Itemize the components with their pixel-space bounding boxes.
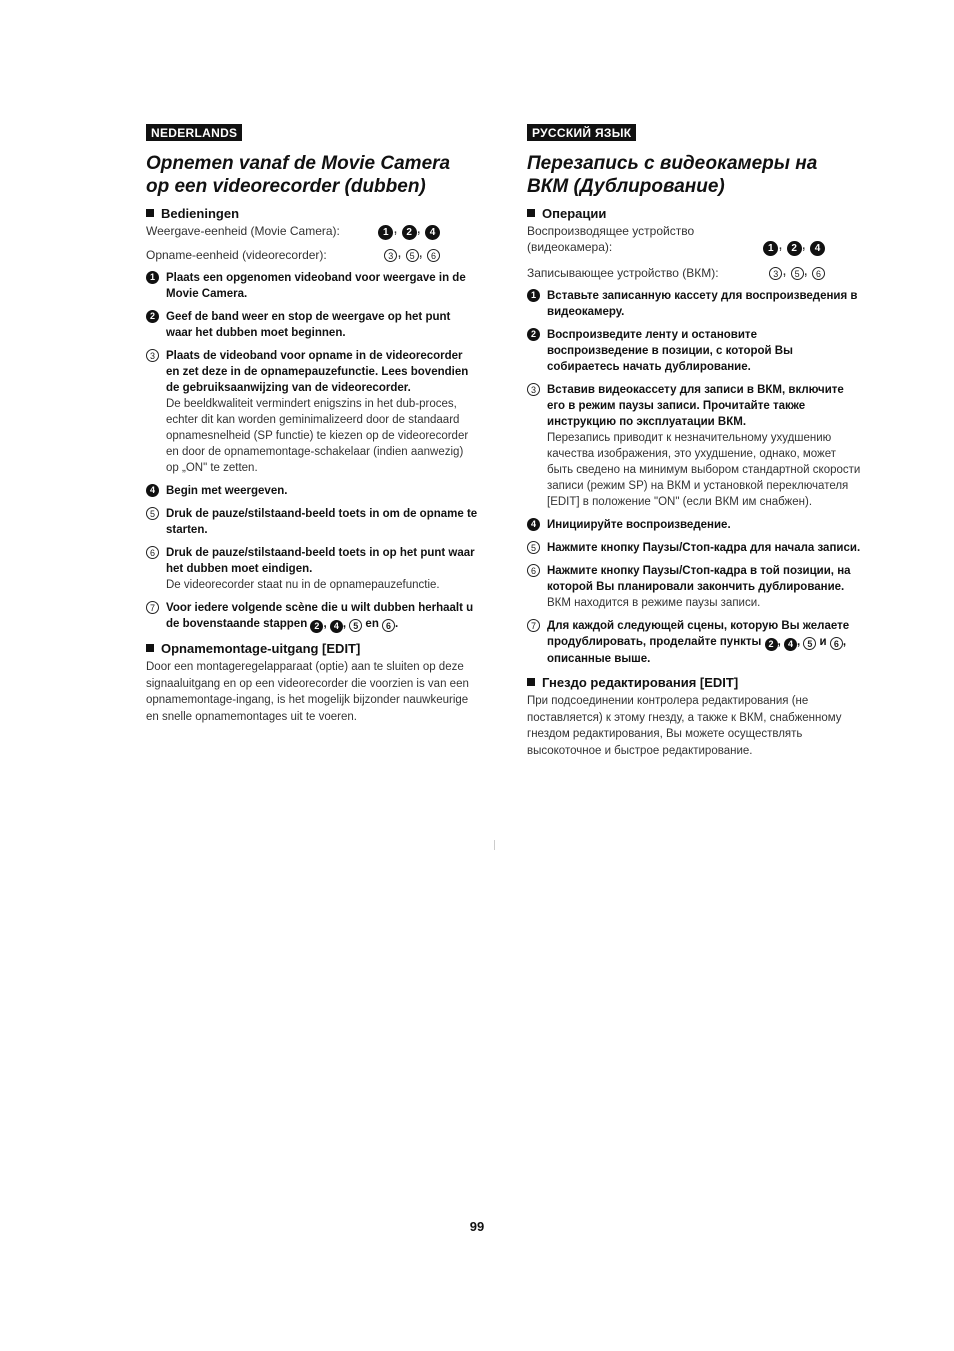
step-refs: 3 , 5 , 6	[384, 245, 440, 262]
section-heading	[527, 206, 861, 222]
step-4: 4 Инициируйте воспроизведение.	[527, 517, 861, 533]
step-5: 5 Druk de pauze/stilstaand-beeld toets in om de opname te starten.	[146, 506, 478, 538]
row-label: Воспроизводящее устройство (видеокамера):	[527, 224, 695, 254]
page-number: 99	[469, 1219, 485, 1234]
step-5: 5 Нажмите кнопку Паузы/Стоп-кадра для начала записи.	[527, 540, 861, 556]
step-7: 7 Для каждой следующей сцены, которую Вы желаете продублировать, проделайте пункты 2 , 4 , 5 и 6 , описанные выше.	[527, 618, 861, 667]
section-heading-text: Операции	[542, 206, 607, 221]
step-7: 7 Voor iedere volgende scène die u wilt dubben herhaalt u de bovenstaande stappen 2 , 4 , 5 en 6 .	[146, 600, 478, 633]
step-refs: 1 , 2 , 4	[378, 221, 440, 240]
step-2: 2 Geef de band weer en stop de weergave op het punt waar het dubben moet beginnen.	[146, 309, 478, 341]
record-unit-row	[527, 262, 861, 281]
section-heading-text: Bedieningen	[161, 206, 240, 221]
step-refs: 3 , 5 , 6	[769, 263, 825, 280]
step-6: 6 Druk de pauze/stilstaand-beeld toets in op het punt waar het dubben moet eindigen. De videorecorder staat nu in de opnamepauzefunctie.	[146, 545, 478, 593]
step-2: 2 Воспроизведите ленту и остановите воспроизведение в позиции, с которой Вы собираетесь начать дублирование.	[527, 327, 861, 375]
page-title: Opnemen vanaf de Movie Camera op een videorecorder (dubben)	[146, 153, 451, 197]
section-heading	[146, 206, 478, 222]
russian-column	[527, 124, 861, 759]
language-tag: NEDERLANDS	[146, 124, 242, 141]
page-title: Перезапись с видеокамеры на ВКМ (Дублирование)	[527, 153, 818, 197]
section-paragraph: Door een montageregelapparaat (optie) aan te sluiten op deze signaaluitgang en op een videorecorder die voorzien is van een opnamemontage-ingang, is het mogelijk bijzonder nauwkeurige en snelle opnamemontages uit te voeren.	[146, 661, 469, 723]
section-heading-text: Гнездо редактирования [EDIT]	[542, 675, 739, 690]
step-6: 6 Нажмите кнопку Паузы/Стоп-кадра в той позиции, на которой Вы планировали закончить дублирование. ВКМ находится в режиме паузы записи.	[527, 563, 861, 611]
column-divider	[494, 840, 495, 850]
language-tag: РУССКИЙ ЯЗЫК	[527, 124, 636, 141]
row-label: Opname-eenheid (videorecorder):	[146, 248, 327, 262]
row-label: Weergave-eenheid (Movie Camera):	[146, 224, 340, 238]
dutch-column	[146, 124, 478, 725]
playback-unit-row	[146, 220, 478, 239]
step-refs: 1 , 2 , 4	[763, 237, 825, 256]
section-heading-text: Opnamemontage-uitgang [EDIT]	[161, 641, 361, 656]
step-1: 1 Вставьте записанную кассету для воспроизведения в видеокамеру.	[527, 288, 861, 320]
record-unit-row	[146, 244, 478, 263]
playback-unit-row	[527, 223, 861, 255]
row-label: Записывающее устройство (ВКМ):	[527, 266, 719, 280]
section-heading	[527, 675, 861, 691]
step-3: 3 Вставив видеокассету для записи в ВКМ, включите его в режим паузы записи. Прочитайте также инструкцию по эксплуатации ВКМ. Перезапись приводит к незначительному ухудшению качества изображения, это ухудшение, однако, может быть сведено на минимум выбором стандартной скорости записи (режим SP) на ВКМ и установкой переключателя [EDIT] в положение "ON" (если ВКМ им снабжен).	[527, 382, 861, 510]
step-3: 3 Plaats de videoband voor opname in de videorecorder en zet deze in de opnamepauzefunctie. Lees bovendien de gebruiksaanwijzing van de videorecorder. De beeldkwaliteit vermindert enigszins in het dub-proces, echter dit kan worden geminimalizeerd door de standaard opnamesnelheid (SP functie) te kiezen op de videorecorder en door de opnamemontage-schakelaar (indien aanwezig) op „ON" te zetten.	[146, 348, 478, 476]
step-1: 1 Plaats een opgenomen videoband voor weergave in de Movie Camera.	[146, 270, 478, 302]
section-paragraph: При подсоединении контролера редактирования (не поставляется) к этому гнезду, а также к ВКМ, снабженному гнездом редактирования, Вы можете осуществлять высокоточное и быстрое редактирование.	[527, 695, 842, 757]
step-4: 4 Begin met weergeven.	[146, 483, 478, 499]
section-heading	[146, 641, 478, 657]
